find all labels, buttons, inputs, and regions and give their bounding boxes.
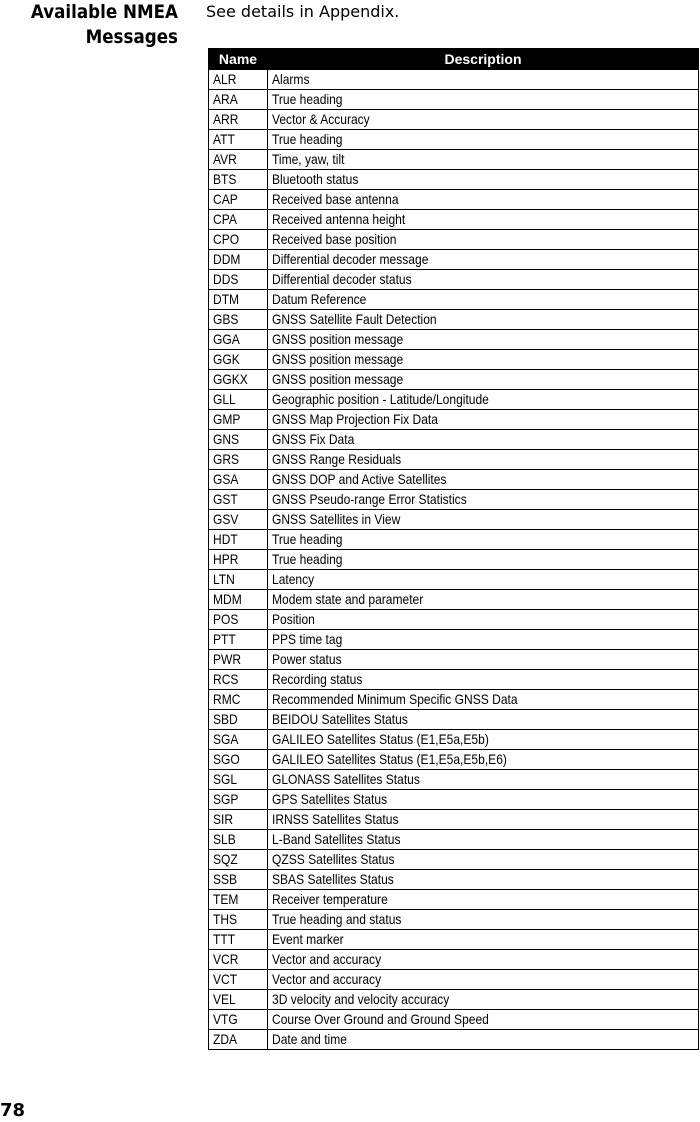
message-description: GNSS Map Projection Fix Data bbox=[272, 411, 438, 427]
message-description-cell bbox=[268, 1010, 699, 1030]
message-name: HDT bbox=[213, 531, 238, 547]
message-description-cell bbox=[268, 530, 699, 550]
message-description: Differential decoder status bbox=[272, 271, 412, 287]
table-row bbox=[209, 570, 699, 590]
message-description: Vector and accuracy bbox=[272, 971, 382, 987]
message-name-cell bbox=[209, 330, 268, 350]
message-description: Receiver temperature bbox=[272, 891, 388, 907]
message-description-cell bbox=[268, 330, 699, 350]
message-name: DDS bbox=[213, 271, 239, 287]
message-description-cell bbox=[268, 970, 699, 990]
message-description-cell bbox=[268, 230, 699, 250]
table-row bbox=[209, 450, 699, 470]
table-row bbox=[209, 90, 699, 110]
table-row bbox=[209, 630, 699, 650]
table-row bbox=[209, 1010, 699, 1030]
table-header-row bbox=[209, 49, 699, 70]
message-description: True heading and status bbox=[272, 911, 402, 927]
message-name-cell bbox=[209, 830, 268, 850]
message-name: GSV bbox=[213, 511, 239, 527]
message-name: RMC bbox=[213, 691, 241, 707]
message-name: VTG bbox=[213, 1011, 238, 1027]
message-description: Received antenna height bbox=[272, 211, 406, 227]
message-description: GNSS position message bbox=[272, 371, 404, 387]
message-description-cell bbox=[268, 590, 699, 610]
table-row bbox=[209, 70, 699, 90]
message-name: DTM bbox=[213, 291, 240, 307]
message-description-cell bbox=[268, 290, 699, 310]
message-description-cell bbox=[268, 210, 699, 230]
message-description: GNSS DOP and Active Satellites bbox=[272, 471, 447, 487]
message-description-cell bbox=[268, 70, 699, 90]
table-row bbox=[209, 770, 699, 790]
message-description-cell bbox=[268, 430, 699, 450]
message-name: GGA bbox=[213, 331, 240, 347]
message-name: SGO bbox=[213, 751, 240, 767]
message-name-cell bbox=[209, 790, 268, 810]
message-name: GST bbox=[213, 491, 238, 507]
table-row bbox=[209, 830, 699, 850]
message-name: PTT bbox=[213, 631, 236, 647]
message-description-cell bbox=[268, 450, 699, 470]
message-name: CPO bbox=[213, 231, 240, 247]
table-row bbox=[209, 430, 699, 450]
message-name: SLB bbox=[213, 831, 236, 847]
message-name: SGP bbox=[213, 791, 239, 807]
table-row bbox=[209, 210, 699, 230]
message-name-cell bbox=[209, 630, 268, 650]
message-name: GRS bbox=[213, 451, 240, 467]
message-description-cell bbox=[268, 110, 699, 130]
message-name-cell bbox=[209, 910, 268, 930]
message-description: True heading bbox=[272, 531, 343, 547]
message-name-cell bbox=[209, 890, 268, 910]
table-row bbox=[209, 790, 699, 810]
message-description-cell bbox=[268, 830, 699, 850]
table-row bbox=[209, 590, 699, 610]
table-row bbox=[209, 710, 699, 730]
message-name-cell bbox=[209, 670, 268, 690]
message-description: GALILEO Satellites Status (E1,E5a,E5b,E6) bbox=[272, 751, 507, 767]
page-number: 78 bbox=[0, 1100, 26, 1121]
message-description-cell bbox=[268, 890, 699, 910]
message-name-cell bbox=[209, 190, 268, 210]
table-row bbox=[209, 270, 699, 290]
message-description: Recording status bbox=[272, 671, 363, 687]
message-description: GNSS Fix Data bbox=[272, 431, 355, 447]
table-row bbox=[209, 370, 699, 390]
table-row bbox=[209, 410, 699, 430]
table-row bbox=[209, 110, 699, 130]
message-description: IRNSS Satellites Status bbox=[272, 811, 399, 827]
table-row bbox=[209, 310, 699, 330]
message-description: Differential decoder message bbox=[272, 251, 429, 267]
message-description: True heading bbox=[272, 91, 343, 107]
message-name-cell bbox=[209, 430, 268, 450]
table-row bbox=[209, 130, 699, 150]
message-description: Bluetooth status bbox=[272, 171, 359, 187]
message-name-cell bbox=[209, 870, 268, 890]
message-name-cell bbox=[209, 570, 268, 590]
message-name-cell bbox=[209, 550, 268, 570]
message-name: CPA bbox=[213, 211, 237, 227]
message-description: GNSS position message bbox=[272, 351, 404, 367]
message-description-cell bbox=[268, 410, 699, 430]
message-name: VCT bbox=[213, 971, 238, 987]
table-row bbox=[209, 730, 699, 750]
message-description-cell bbox=[268, 610, 699, 630]
message-description-cell bbox=[268, 850, 699, 870]
message-name: GLL bbox=[213, 391, 236, 407]
message-description: Alarms bbox=[272, 71, 310, 87]
table-row bbox=[209, 250, 699, 270]
message-description-cell bbox=[268, 150, 699, 170]
message-name: ARR bbox=[213, 111, 239, 127]
message-name-cell bbox=[209, 210, 268, 230]
message-name: CAP bbox=[213, 191, 238, 207]
message-name: POS bbox=[213, 611, 239, 627]
message-name: ZDA bbox=[213, 1031, 238, 1047]
message-name: ATT bbox=[213, 131, 235, 147]
message-description-cell bbox=[268, 950, 699, 970]
message-description: Received base antenna bbox=[272, 191, 399, 207]
message-description-cell bbox=[268, 870, 699, 890]
message-name-cell bbox=[209, 990, 268, 1010]
message-description: Datum Reference bbox=[272, 291, 367, 307]
message-name-cell bbox=[209, 450, 268, 470]
message-name: HPR bbox=[213, 551, 239, 567]
table-row bbox=[209, 890, 699, 910]
message-name-cell bbox=[209, 590, 268, 610]
message-name: TTT bbox=[213, 931, 236, 947]
message-name: SBD bbox=[213, 711, 238, 727]
message-description-cell bbox=[268, 730, 699, 750]
message-name-cell bbox=[209, 950, 268, 970]
message-description: SBAS Satellites Status bbox=[272, 871, 394, 887]
message-name: PWR bbox=[213, 651, 242, 667]
nmea-messages-table bbox=[208, 48, 699, 1050]
message-name: BTS bbox=[213, 171, 237, 187]
table-row bbox=[209, 950, 699, 970]
message-description-cell bbox=[268, 190, 699, 210]
table-row bbox=[209, 910, 699, 930]
message-name: GSA bbox=[213, 471, 239, 487]
message-name-cell bbox=[209, 650, 268, 670]
message-description-cell bbox=[268, 930, 699, 950]
section-heading-line-1: Available NMEA bbox=[30, 1, 178, 23]
message-description-cell bbox=[268, 670, 699, 690]
message-description-cell bbox=[268, 350, 699, 370]
message-name: RCS bbox=[213, 671, 239, 687]
message-name-cell bbox=[209, 490, 268, 510]
message-name-cell bbox=[209, 70, 268, 90]
message-name: GGK bbox=[213, 351, 240, 367]
table-row bbox=[209, 390, 699, 410]
column-header-description: Description bbox=[268, 49, 699, 70]
message-description-cell bbox=[268, 250, 699, 270]
message-name-cell bbox=[209, 750, 268, 770]
message-name: MDM bbox=[213, 591, 242, 607]
message-name: ALR bbox=[213, 71, 237, 87]
table-row bbox=[209, 350, 699, 370]
message-description-cell bbox=[268, 570, 699, 590]
message-name-cell bbox=[209, 290, 268, 310]
message-description-cell bbox=[268, 990, 699, 1010]
section-heading bbox=[21, 0, 178, 50]
table-row bbox=[209, 650, 699, 670]
message-description-cell bbox=[268, 750, 699, 770]
table-body bbox=[209, 70, 699, 1050]
table-row bbox=[209, 750, 699, 770]
message-description: 3D velocity and velocity accuracy bbox=[272, 991, 450, 1007]
message-description-cell bbox=[268, 650, 699, 670]
message-name: GGKX bbox=[213, 371, 248, 387]
message-description: Power status bbox=[272, 651, 342, 667]
message-name-cell bbox=[209, 150, 268, 170]
table-row bbox=[209, 610, 699, 630]
message-description: QZSS Satellites Status bbox=[272, 851, 395, 867]
section-heading-line-2: Messages bbox=[85, 26, 178, 48]
message-name-cell bbox=[209, 410, 268, 430]
message-description: True heading bbox=[272, 131, 343, 147]
table-row bbox=[209, 550, 699, 570]
message-name: AVR bbox=[213, 151, 237, 167]
message-description: Latency bbox=[272, 571, 315, 587]
message-description: Geographic position - Latitude/Longitude bbox=[272, 391, 489, 407]
table-row bbox=[209, 810, 699, 830]
message-description: GNSS Satellites in View bbox=[272, 511, 401, 527]
message-name-cell bbox=[209, 930, 268, 950]
message-description-cell bbox=[268, 470, 699, 490]
message-name: GBS bbox=[213, 311, 239, 327]
message-name: ARA bbox=[213, 91, 238, 107]
table-row bbox=[209, 510, 699, 530]
message-name-cell bbox=[209, 250, 268, 270]
message-name-cell bbox=[209, 530, 268, 550]
message-description-cell bbox=[268, 130, 699, 150]
message-name: GMP bbox=[213, 411, 241, 427]
message-description-cell bbox=[268, 170, 699, 190]
message-description-cell bbox=[268, 1030, 699, 1050]
message-name-cell bbox=[209, 130, 268, 150]
message-name-cell bbox=[209, 770, 268, 790]
message-name: LTN bbox=[213, 571, 235, 587]
message-name-cell bbox=[209, 170, 268, 190]
column-header-name: Name bbox=[209, 49, 268, 70]
message-name: DDM bbox=[213, 251, 241, 267]
message-description: L-Band Satellites Status bbox=[272, 831, 401, 847]
message-description: Course Over Ground and Ground Speed bbox=[272, 1011, 489, 1027]
message-name-cell bbox=[209, 730, 268, 750]
message-name-cell bbox=[209, 510, 268, 530]
message-name-cell bbox=[209, 850, 268, 870]
message-description: PPS time tag bbox=[272, 631, 343, 647]
message-description: GPS Satellites Status bbox=[272, 791, 388, 807]
message-description: Vector and accuracy bbox=[272, 951, 382, 967]
table-row bbox=[209, 470, 699, 490]
table-row bbox=[209, 290, 699, 310]
message-description-cell bbox=[268, 310, 699, 330]
message-name: VCR bbox=[213, 951, 239, 967]
message-description: Event marker bbox=[272, 931, 344, 947]
table-row bbox=[209, 930, 699, 950]
message-name-cell bbox=[209, 710, 268, 730]
message-name-cell bbox=[209, 470, 268, 490]
message-description-cell bbox=[268, 510, 699, 530]
message-name: TEM bbox=[213, 891, 239, 907]
message-description-cell bbox=[268, 390, 699, 410]
message-name-cell bbox=[209, 690, 268, 710]
message-description: GLONASS Satellites Status bbox=[272, 771, 420, 787]
table-row bbox=[209, 530, 699, 550]
message-name: SGL bbox=[213, 771, 238, 787]
table-row bbox=[209, 970, 699, 990]
table-row bbox=[209, 870, 699, 890]
table-row bbox=[209, 170, 699, 190]
message-name-cell bbox=[209, 970, 268, 990]
message-description: Received base position bbox=[272, 231, 397, 247]
message-name: SQZ bbox=[213, 851, 238, 867]
table-row bbox=[209, 850, 699, 870]
message-name-cell bbox=[209, 1010, 268, 1030]
message-name-cell bbox=[209, 370, 268, 390]
message-name-cell bbox=[209, 270, 268, 290]
message-name-cell bbox=[209, 230, 268, 250]
message-description-cell bbox=[268, 910, 699, 930]
message-description-cell bbox=[268, 630, 699, 650]
message-description: Position bbox=[272, 611, 315, 627]
message-name-cell bbox=[209, 610, 268, 630]
table-row bbox=[209, 190, 699, 210]
message-description-cell bbox=[268, 550, 699, 570]
message-name-cell bbox=[209, 390, 268, 410]
message-description: True heading bbox=[272, 551, 343, 567]
message-description: GNSS Pseudo-range Error Statistics bbox=[272, 491, 467, 507]
table-row bbox=[209, 670, 699, 690]
message-name-cell bbox=[209, 310, 268, 330]
message-description-cell bbox=[268, 810, 699, 830]
message-name: SIR bbox=[213, 811, 234, 827]
message-description: Time, yaw, tilt bbox=[272, 151, 345, 167]
message-description-cell bbox=[268, 770, 699, 790]
table-row bbox=[209, 1030, 699, 1050]
message-name-cell bbox=[209, 90, 268, 110]
message-description: GNSS Range Residuals bbox=[272, 451, 402, 467]
message-description: Vector & Accuracy bbox=[272, 111, 370, 127]
message-name: THS bbox=[213, 911, 238, 927]
message-description: GNSS position message bbox=[272, 331, 404, 347]
message-description-cell bbox=[268, 690, 699, 710]
message-name-cell bbox=[209, 810, 268, 830]
message-name: SSB bbox=[213, 871, 238, 887]
message-name-cell bbox=[209, 350, 268, 370]
message-name: GNS bbox=[213, 431, 240, 447]
message-description-cell bbox=[268, 710, 699, 730]
message-name: SGA bbox=[213, 731, 239, 747]
message-name-cell bbox=[209, 1030, 268, 1050]
message-description-cell bbox=[268, 270, 699, 290]
message-description-cell bbox=[268, 790, 699, 810]
table-row bbox=[209, 690, 699, 710]
message-description-cell bbox=[268, 490, 699, 510]
message-description: Modem state and parameter bbox=[272, 591, 424, 607]
message-description: BEIDOU Satellites Status bbox=[272, 711, 408, 727]
table-row bbox=[209, 330, 699, 350]
table-row bbox=[209, 990, 699, 1010]
table-row bbox=[209, 490, 699, 510]
message-description: Date and time bbox=[272, 1031, 347, 1047]
message-description: GNSS Satellite Fault Detection bbox=[272, 311, 437, 327]
intro-text: See details in Appendix. bbox=[206, 2, 400, 21]
message-description-cell bbox=[268, 370, 699, 390]
message-description: GALILEO Satellites Status (E1,E5a,E5b) bbox=[272, 731, 489, 747]
message-description: Recommended Minimum Specific GNSS Data bbox=[272, 691, 518, 707]
table-row bbox=[209, 150, 699, 170]
message-name-cell bbox=[209, 110, 268, 130]
message-description-cell bbox=[268, 90, 699, 110]
message-name: VEL bbox=[213, 991, 236, 1007]
table-row bbox=[209, 230, 699, 250]
